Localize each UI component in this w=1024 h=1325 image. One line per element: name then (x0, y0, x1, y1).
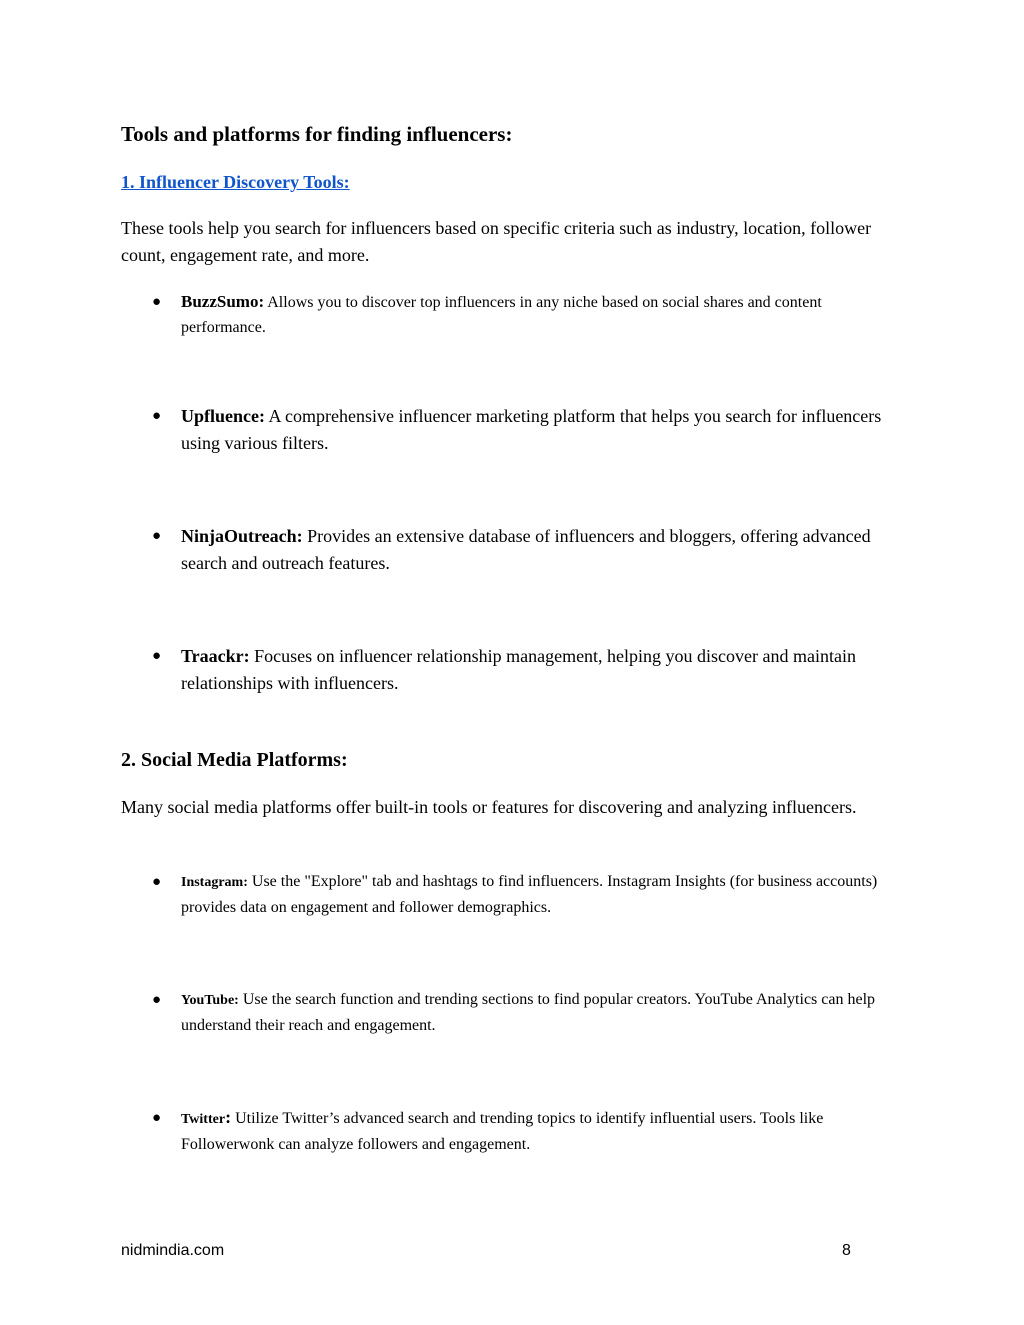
list-item-text (181, 1105, 897, 1157)
bullet-icon: ● (152, 874, 162, 890)
list-item-ninjaoutreach (152, 523, 892, 577)
list-item-text (181, 869, 892, 920)
tool-description: A comprehensive influencer marketing platform that helps you search for influencers using various filters. (181, 406, 882, 453)
bullet-icon: ● (152, 1110, 162, 1126)
page-heading: Tools and platforms for finding influencers: (121, 122, 513, 146)
list-item-twitter (152, 1105, 897, 1157)
tool-name: Upfluence: (181, 406, 265, 426)
platform-description: Utilize Twitter’s advanced search and trending topics to identify influential users. Tools like Followerwonk can analyze followers and engagement. (181, 1110, 824, 1153)
list-item-instagram (152, 869, 892, 920)
platform-name: YouTube: (181, 993, 239, 1008)
tool-description: Allows you to discover top influencers in any niche based on social shares and content performance. (181, 294, 822, 336)
platform-name-colon: : (225, 1107, 232, 1127)
list-item-text (181, 403, 892, 457)
platform-name: Twitter (181, 1112, 226, 1127)
tool-name: NinjaOutreach: (181, 526, 303, 546)
bullet-icon: ● (152, 408, 162, 424)
section2-intro: Many social media platforms offer built-in tools or features for discovering and analyzing influencers. (121, 797, 857, 817)
tool-name: BuzzSumo: (181, 292, 265, 311)
list-item-youtube (152, 987, 892, 1038)
footer-site: nidmindia.com (121, 1242, 225, 1259)
section1-intro: These tools help you search for influencers based on specific criteria such as industry, location, follower count, engagement rate, and more. (121, 218, 872, 265)
footer-page-number: 8 (842, 1242, 851, 1259)
list-item-text (181, 289, 892, 340)
tool-description: Focuses on influencer relationship management, helping you discover and maintain relationships with influencers. (181, 646, 856, 693)
bullet-icon: ● (152, 294, 162, 310)
list-item-upfluence (152, 403, 892, 457)
platform-name: Instagram: (181, 875, 248, 890)
section2-title: 2. Social Media Platforms: (121, 749, 348, 771)
platform-description: Use the "Explore" tab and hashtags to find influencers. Instagram Insights (for business accounts) provides data on engagement and follower demographics. (181, 873, 878, 916)
bullet-icon: ● (152, 992, 162, 1008)
list-item-buzzsumo (152, 289, 892, 340)
bullet-icon: ● (152, 648, 162, 664)
list-item-text (181, 523, 892, 577)
bullet-icon: ● (152, 528, 162, 544)
tool-name: Traackr: (181, 646, 250, 666)
platform-description: Use the search function and trending sections to find popular creators. YouTube Analytics can help understand their reach and engagement. (181, 991, 876, 1034)
tool-description: Provides an extensive database of influencers and bloggers, offering advanced search and outreach features. (181, 526, 871, 573)
section1-title-link[interactable]: 1. Influencer Discovery Tools: (121, 172, 350, 192)
list-item-traackr (152, 643, 892, 697)
list-item-text (181, 643, 892, 697)
list-item-text (181, 987, 892, 1038)
